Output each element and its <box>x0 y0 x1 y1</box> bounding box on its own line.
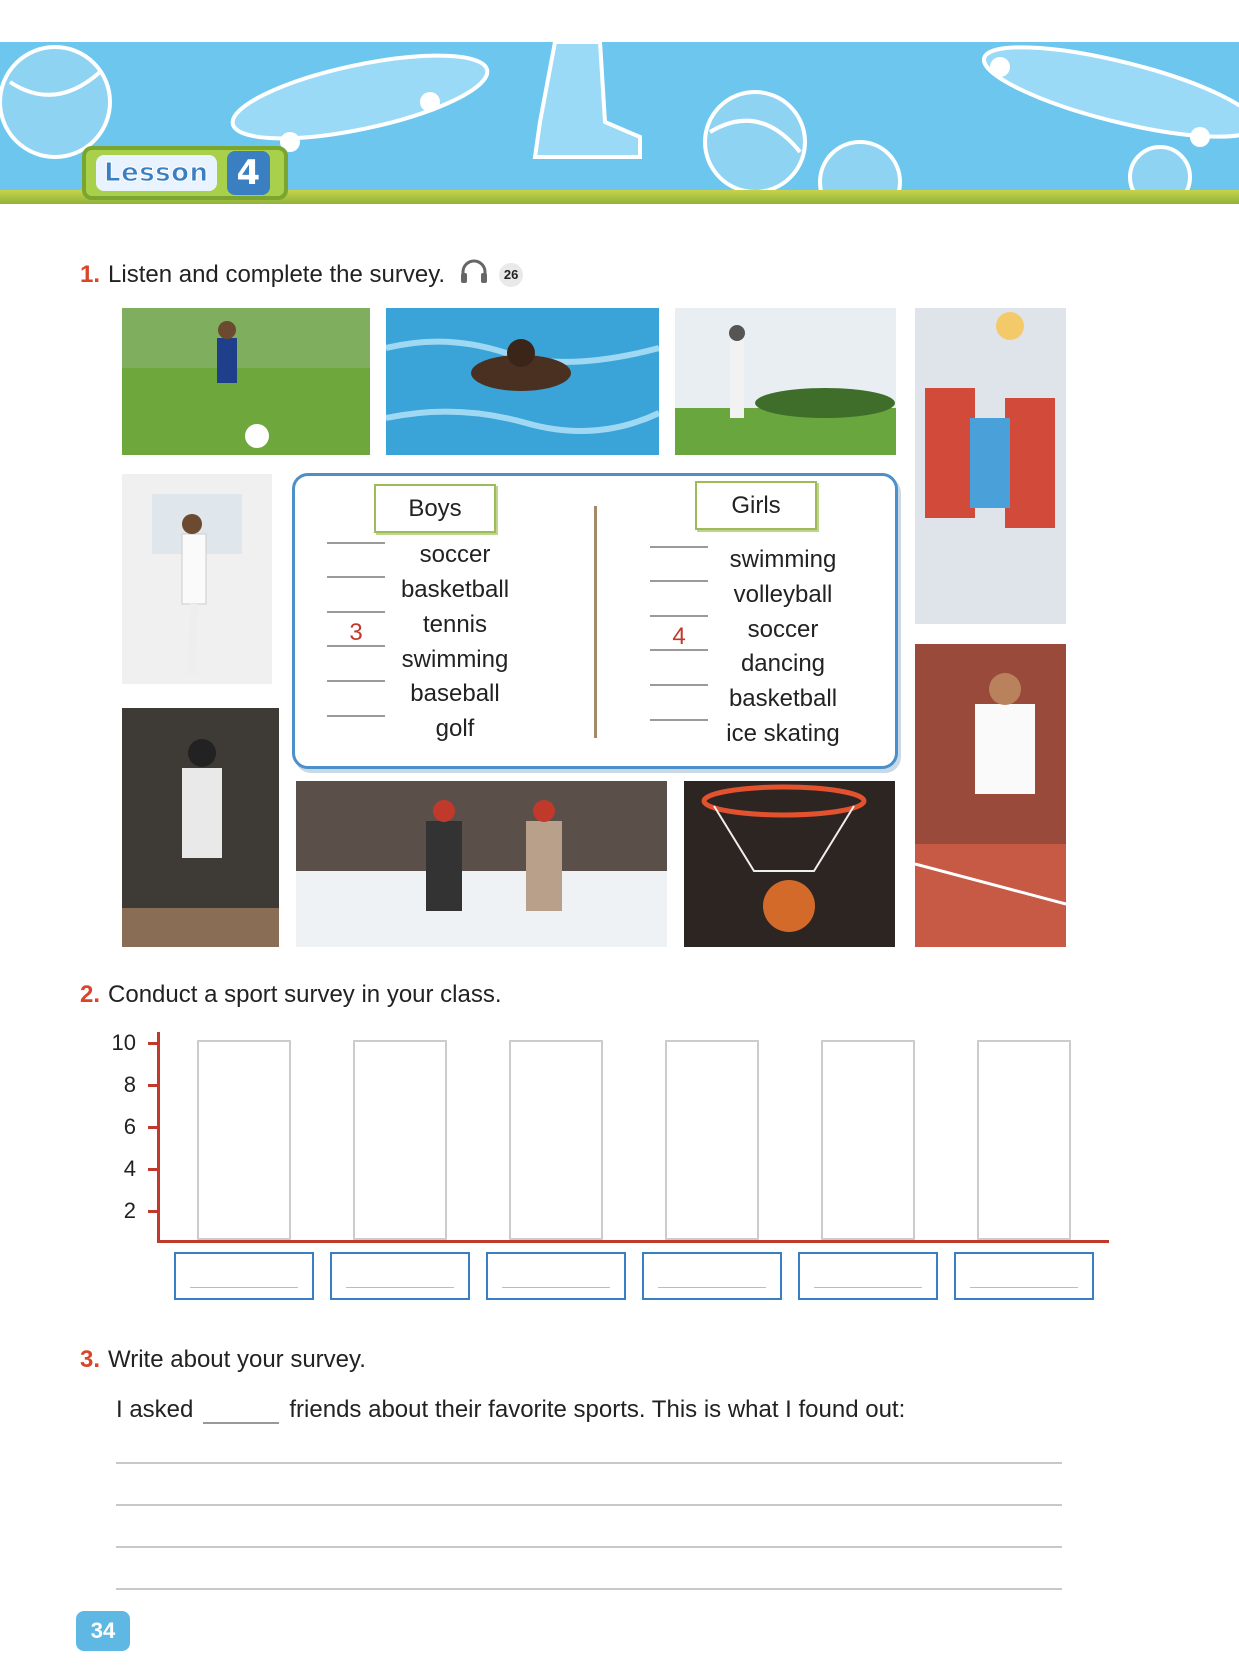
category-label-box-6[interactable] <box>954 1252 1094 1300</box>
writing-line-1[interactable] <box>116 1462 1062 1464</box>
boys-item-tennis: tennis <box>422 611 488 638</box>
y-tick-label-2: 2 <box>123 1198 136 1223</box>
photo-baseball <box>122 708 279 947</box>
exercise-3-text: Write about your survey. <box>108 1346 366 1373</box>
exercise-2-instruction <box>80 981 502 1009</box>
column-divider <box>594 506 597 738</box>
category-line-4 <box>658 1287 766 1288</box>
girls-item-dancing: dancing <box>740 650 826 677</box>
y-tick-8 <box>148 1084 157 1087</box>
bar-column-2[interactable] <box>353 1040 447 1240</box>
boys-item-swimming: swimming <box>401 646 509 673</box>
girls-header: Girls <box>695 481 817 530</box>
boys-item-golf: golf <box>435 715 475 742</box>
category-label-box-5[interactable] <box>798 1252 938 1300</box>
exercise-2-number: 2. <box>80 981 101 1008</box>
boys-answer-tennis[interactable] <box>327 585 385 613</box>
boys-header: Boys <box>374 484 496 533</box>
category-label-box-3[interactable] <box>486 1252 626 1300</box>
category-label-box-4[interactable] <box>642 1252 782 1300</box>
exercise-3-instruction <box>80 1346 366 1374</box>
writing-line-4[interactable] <box>116 1588 1062 1590</box>
sentence-end: friends about their favorite sports. This is what I found out: <box>289 1396 906 1423</box>
audio-track-badge: 26 <box>499 263 523 287</box>
exercise-1-text: Listen and complete the survey. <box>108 260 446 288</box>
friends-count-blank[interactable] <box>203 1400 279 1424</box>
category-line-6 <box>970 1287 1078 1288</box>
boys-item-soccer: soccer <box>419 541 491 568</box>
category-line-3 <box>502 1287 610 1288</box>
category-label-box-2[interactable] <box>330 1252 470 1300</box>
writing-line-2[interactable] <box>116 1504 1062 1506</box>
exercise-1-instruction <box>80 258 523 291</box>
y-tick-10 <box>148 1042 157 1045</box>
y-tick-label-8: 8 <box>123 1072 136 1097</box>
girls-item-basketball: basketball <box>728 685 838 712</box>
bar-column-1[interactable] <box>197 1040 291 1240</box>
girls-answer-dancing[interactable]: 4 <box>650 623 708 651</box>
y-tick-label-4: 4 <box>123 1156 136 1181</box>
y-tick-6 <box>148 1126 157 1129</box>
bar-column-4[interactable] <box>665 1040 759 1240</box>
photo-dancing <box>122 474 272 684</box>
exercise-3-number: 3. <box>80 1346 101 1373</box>
photo-golf <box>675 308 896 455</box>
y-tick-label-10: 10 <box>111 1030 136 1055</box>
chart-y-axis <box>157 1032 160 1243</box>
boys-answer-baseball[interactable] <box>327 654 385 682</box>
photo-ice-skating <box>296 781 667 947</box>
lesson-word: Lesson <box>96 155 217 191</box>
girls-item-ice-skating: ice skating <box>726 720 840 747</box>
boys-answer-golf[interactable] <box>327 689 385 717</box>
bar-column-3[interactable] <box>509 1040 603 1240</box>
y-tick-4 <box>148 1168 157 1171</box>
boys-answer-swimming[interactable]: 3 <box>327 619 385 647</box>
survey-table <box>292 473 898 769</box>
photo-soccer <box>122 308 370 455</box>
y-tick-2 <box>148 1210 157 1213</box>
category-line-1 <box>190 1287 298 1288</box>
boys-item-baseball: baseball <box>410 680 500 707</box>
photo-swimming <box>386 308 659 455</box>
photo-tennis <box>915 644 1066 947</box>
category-line-2 <box>346 1287 454 1288</box>
category-label-box-1[interactable] <box>174 1252 314 1300</box>
photo-basketball <box>684 781 895 947</box>
girls-item-volleyball: volleyball <box>733 581 833 608</box>
lesson-number: 4 <box>227 151 271 195</box>
sentence-start: I asked <box>116 1396 194 1423</box>
exercise-2-text: Conduct a sport survey in your class. <box>108 981 502 1008</box>
survey-sentence <box>116 1396 905 1424</box>
girls-answer-ice-skating[interactable] <box>650 693 708 721</box>
category-line-5 <box>814 1287 922 1288</box>
boys-answer-basketball[interactable] <box>327 550 385 578</box>
bar-column-5[interactable] <box>821 1040 915 1240</box>
boys-answer-soccer[interactable] <box>327 516 385 544</box>
boys-item-basketball: basketball <box>400 576 510 603</box>
photo-volleyball <box>915 308 1066 624</box>
page-number: 34 <box>76 1611 130 1651</box>
girls-item-swimming: swimming <box>729 546 837 573</box>
girls-answer-basketball[interactable] <box>650 658 708 686</box>
lesson-badge <box>82 146 288 200</box>
y-tick-label-6: 6 <box>123 1114 136 1139</box>
exercise-1-number: 1. <box>80 260 101 288</box>
writing-line-3[interactable] <box>116 1546 1062 1548</box>
girls-answer-soccer[interactable] <box>650 589 708 617</box>
girls-item-soccer: soccer <box>747 616 819 643</box>
girls-answer-swimming[interactable] <box>650 520 708 548</box>
headphones-icon <box>459 258 489 291</box>
chart-x-axis <box>157 1240 1109 1243</box>
girls-answer-volleyball[interactable] <box>650 554 708 582</box>
bar-column-6[interactable] <box>977 1040 1071 1240</box>
